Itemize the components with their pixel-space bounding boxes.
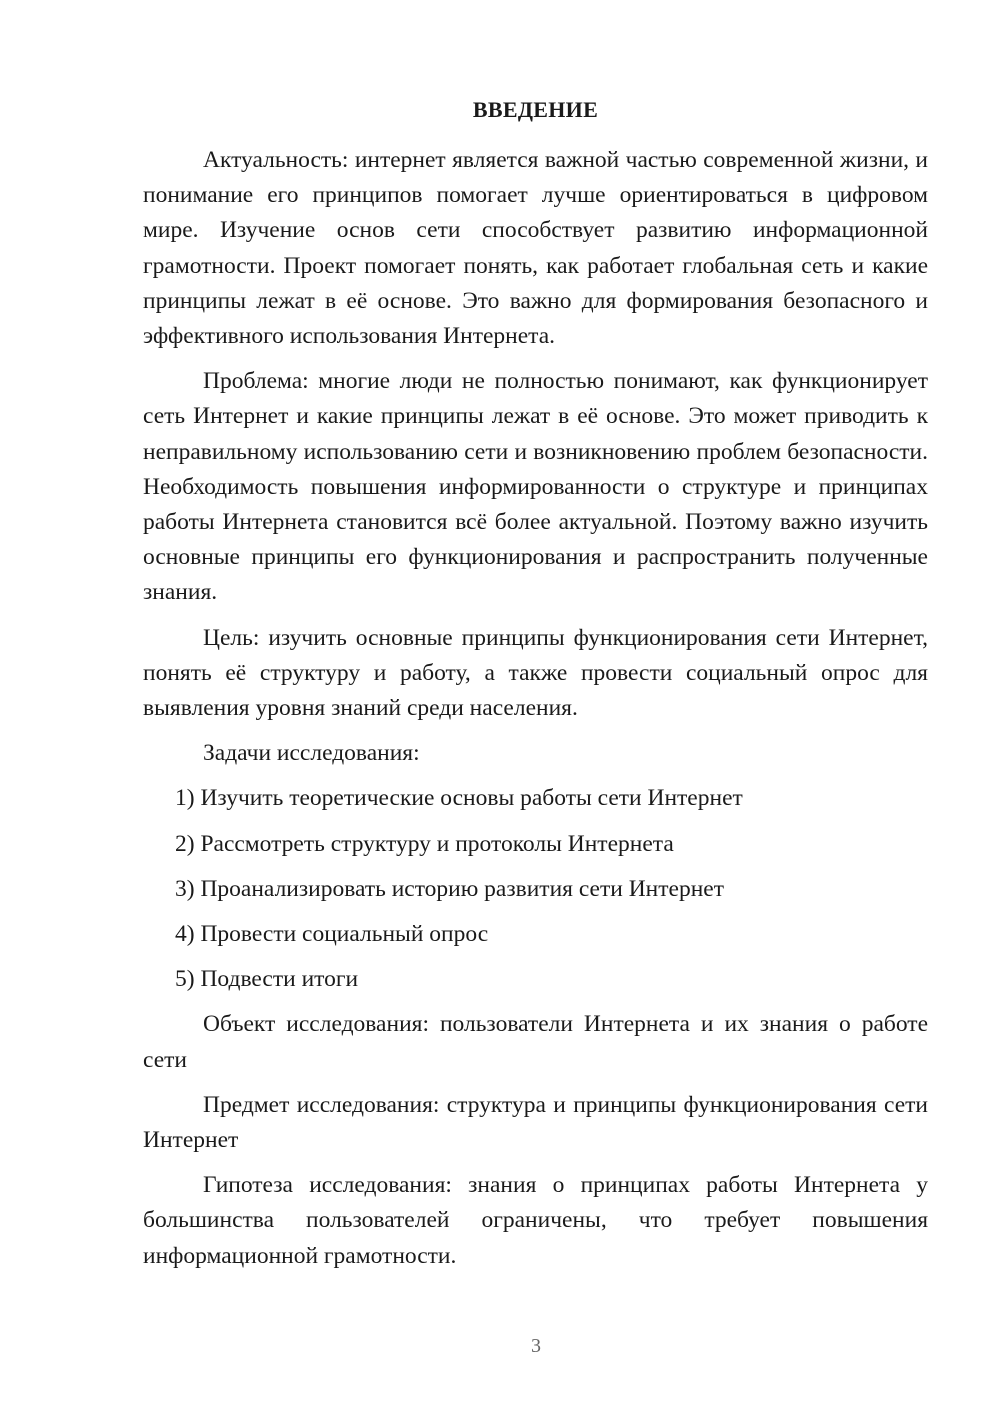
list-item: 5) Подвести итоги [175, 966, 359, 993]
relevance-paragraph: Актуальность: интернет является важной частью современной жизни, и понимание его принципов помогает лучше ориентироваться в цифровом мире. Изучение основ сети способствует развитию информационной грамотности. Проект помогает понять, как работает глобальная сеть и какие принципы лежат в её основе. Это важно для формирования безопасного и эффективного использования Интернета. [143, 147, 928, 350]
page-title: ВВЕДЕНИЕ [472, 97, 599, 122]
subject-paragraph: Предмет исследования: структура и принципы функционирования сети Интернет [143, 1091, 928, 1154]
list-item: 2) Рассмотреть структуру и протоколы Интернета [175, 830, 674, 857]
document-body [143, 143, 928, 1284]
list-item: 1) Изучить теоретические основы работы сети Интернет [175, 785, 743, 812]
tasks-heading: Задачи исследования: [203, 740, 420, 767]
list-item: 4) Провести социальный опрос [175, 921, 489, 948]
list-item: 3) Проанализировать историю развития сети Интернет [175, 875, 724, 902]
object-paragraph: Объект исследования: пользователи Интернета и их знания о работе сети [143, 1011, 928, 1073]
goal-paragraph: Цель: изучить основные принципы функционирования сети Интернет, понять её структуру и работу, а также провести социальный опрос для выявления уровня знаний среди населения. [143, 624, 928, 722]
problem-paragraph: Проблема: многие люди не полностью понимают, как функционирует сеть Интернет и какие принципы лежат в её основе. Это может приводить к неправильному использованию сети и возникновению проблем безопасности. Необходимость повышения информированности о структуре и принципах работы Интернета становится всё более актуальной. Поэтому важно изучить основные принципы его функционирования и распространить полученные знания. [143, 368, 928, 606]
page-number: 3 [531, 1335, 541, 1357]
tasks-list [143, 781, 928, 997]
hypothesis-paragraph: Гипотеза исследования: знания о принципах работы Интернета у большинства пользователей ограничены, что требует повышения информационной грамотности. [143, 1172, 928, 1269]
